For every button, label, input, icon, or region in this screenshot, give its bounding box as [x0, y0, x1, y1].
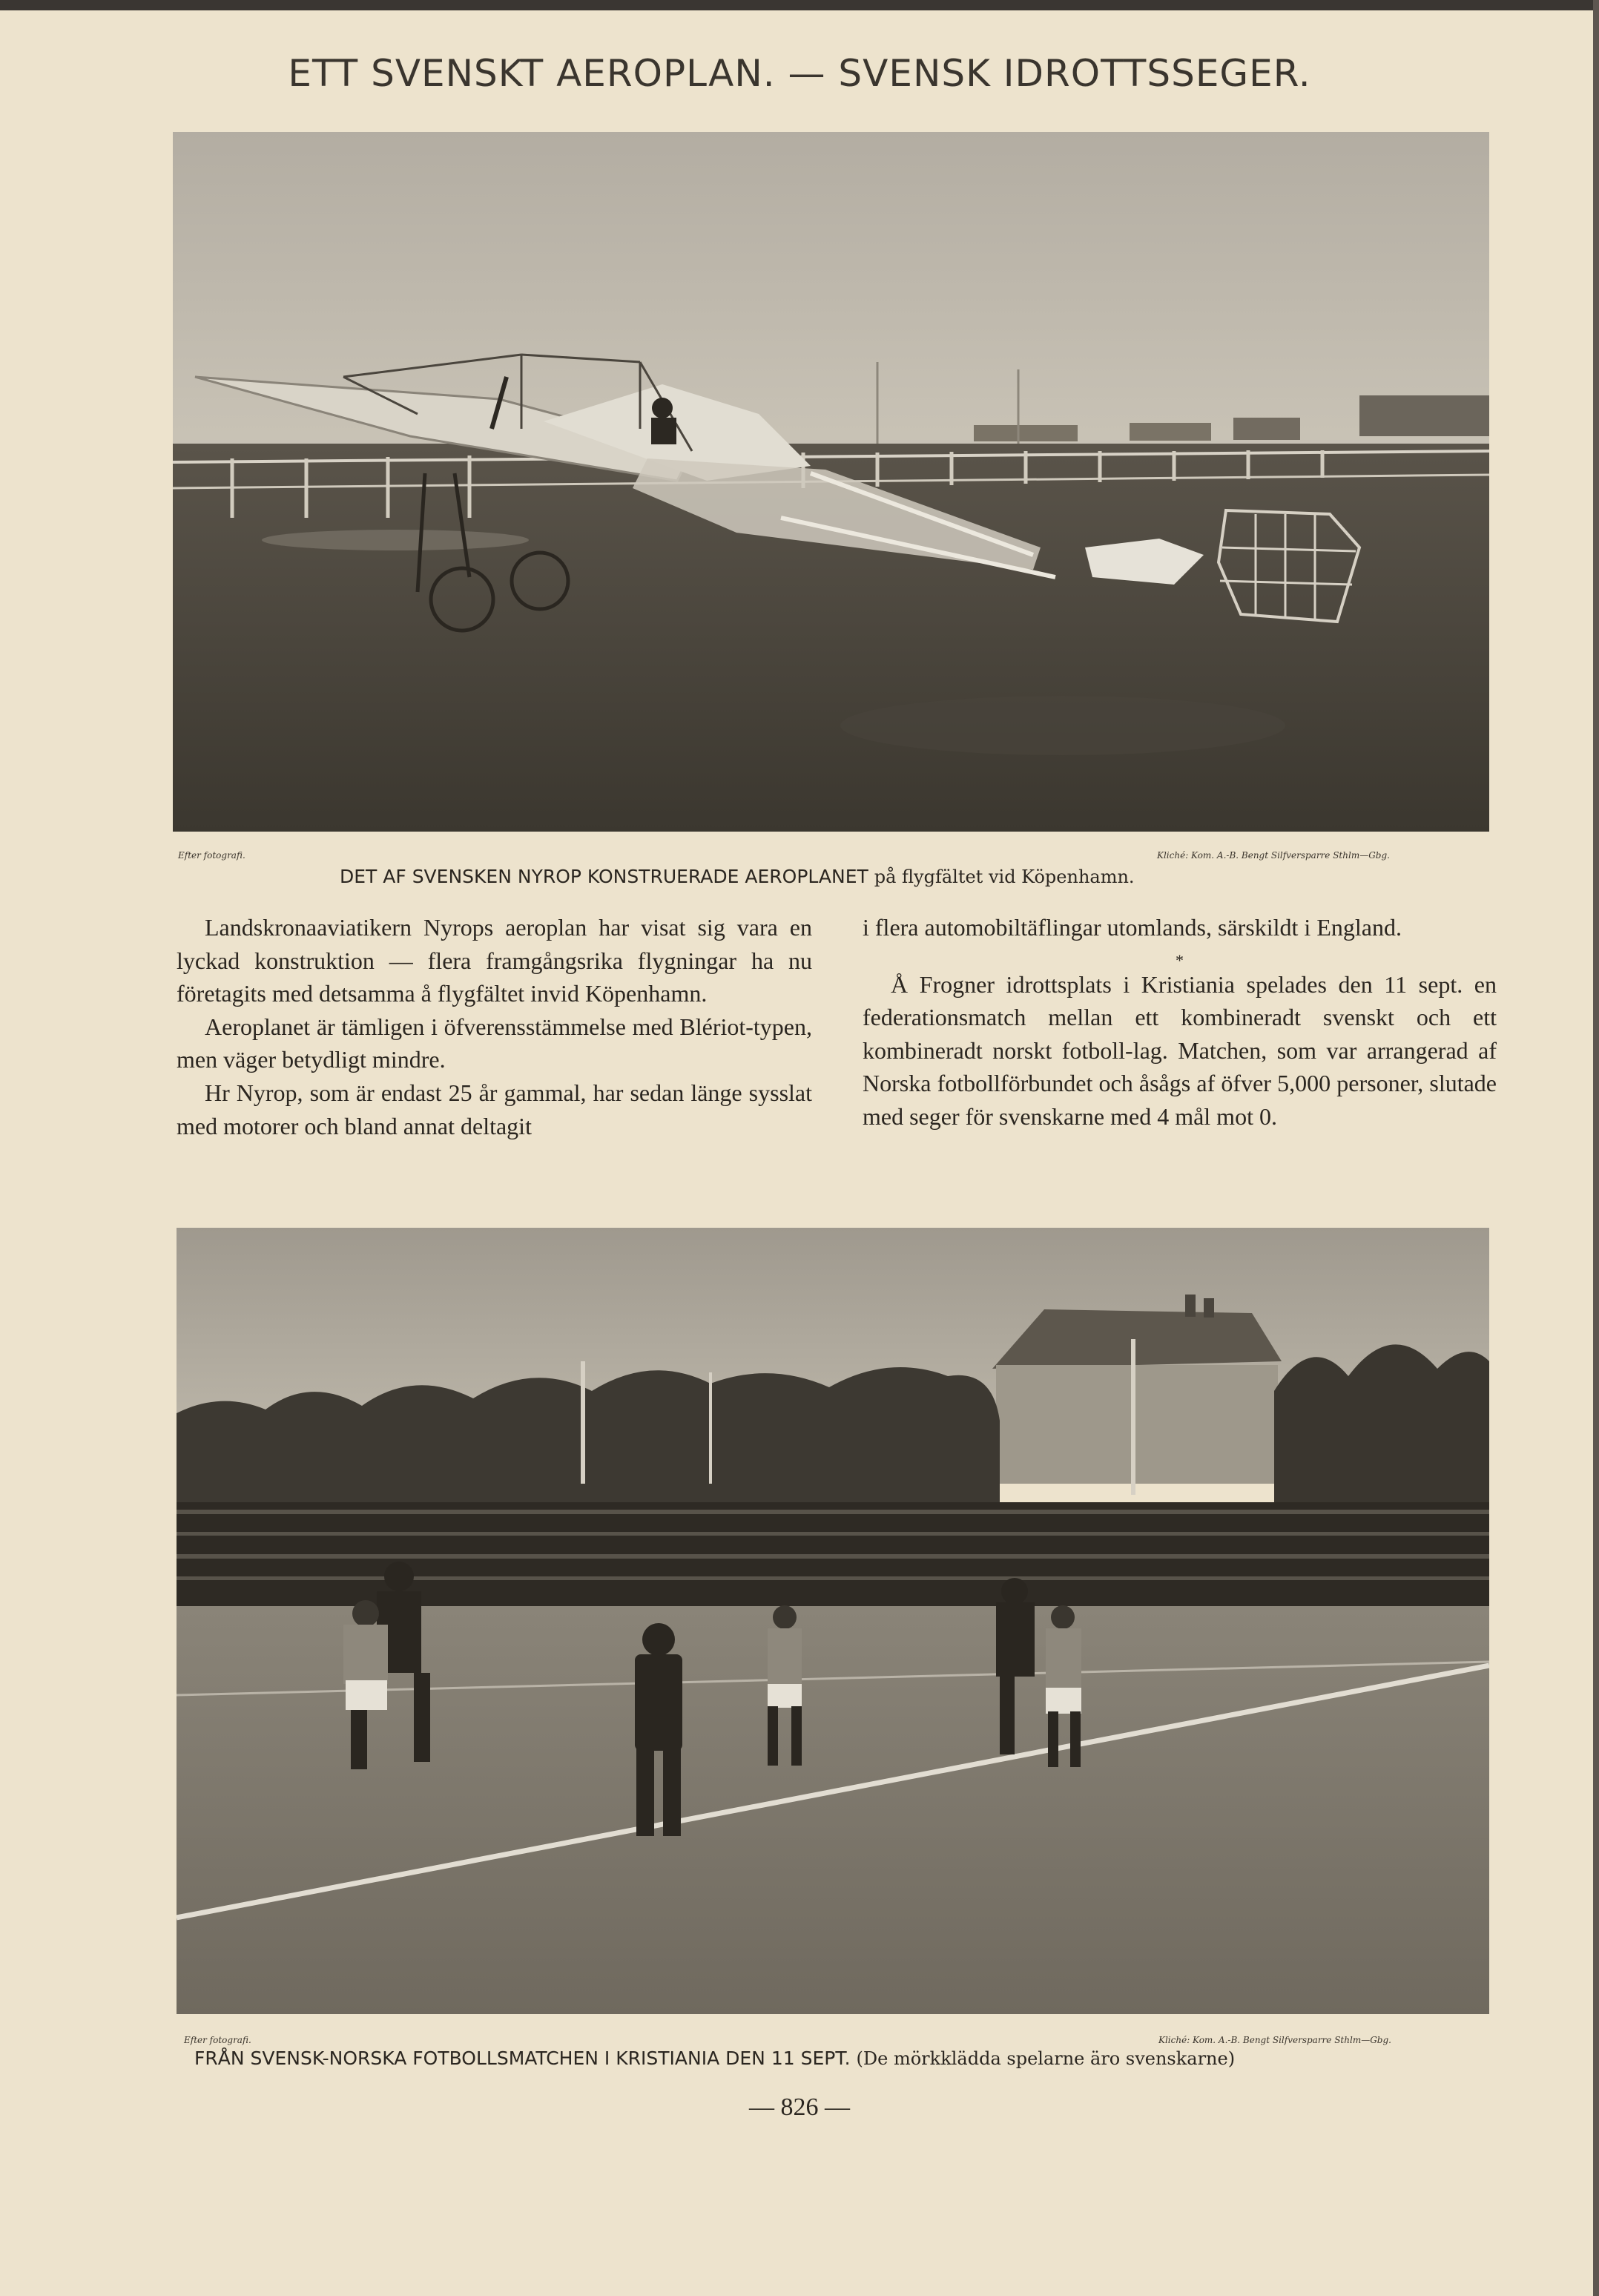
article-right-paragraph-2: Å Frogner idrottsplats i Kristiania spelades den 11 sept. en federationsmatch mellan ett kombineradt svenskt och ett kombineradt norskt fotboll-lag. Matchen, som var arrangerad af Norska fotbollförbundet och åsågs af öfver 5,000 personer, slutade med seger för svenskarne med 4 mål mot 0.: [863, 970, 1497, 1130]
football-match-photo: [177, 1228, 1489, 2014]
article-left-paragraph-1: Landskronaaviatikern Nyrops aeroplan har visat sig vara en lyckad konstruktion — flera framgångsrika flygningar ha nu företagits med detsamma å flygfältet invid Köpenhamn.: [177, 914, 812, 1007]
aeroplane-photo: [173, 132, 1489, 832]
article-right-column: [863, 911, 1497, 1134]
page-edge-right: [1593, 0, 1599, 2296]
photo1-credit-right: Kliché: Kom. A.-B. Bengt Silfversparre Sthlm—Gbg.: [1157, 850, 1390, 861]
photo1-caption-main: DET AF SVENSKEN NYROP KONSTRUERADE AEROPLANET: [340, 866, 868, 887]
page-headline: ETT SVENSKT AEROPLAN. — SVENSK IDROTTSSEGER.: [288, 52, 1311, 95]
photo2-credit-left: Efter fotografi.: [184, 2035, 251, 2045]
article-left-column: [177, 911, 812, 1142]
article-right-paragraph-1: i flera automobiltäflingar utomlands, särskildt i England.: [863, 914, 1402, 941]
photo1-caption-tail: på flygfältet vid Köpenhamn.: [874, 866, 1135, 887]
photo2-credit-right: Kliché: Kom. A.-B. Bengt Silfversparre Sthlm—Gbg.: [1158, 2035, 1391, 2045]
photo2-caption-main: FRÅN SVENSK-NORSKA FOTBOLLSMATCHEN I KRISTIANIA DEN 11 SEPT.: [194, 2047, 851, 2069]
photo1-caption: [340, 866, 1135, 887]
photo1-credit-left: Efter fotografi.: [178, 850, 245, 861]
photo2-caption-tail: (De mörkklädda spelarne äro svenskarne): [856, 2048, 1236, 2069]
photo2-caption: [194, 2047, 1235, 2069]
page-edge-top: [0, 0, 1599, 10]
article-separator: *: [1176, 950, 1184, 970]
article-left-paragraph-2: Aeroplanet är tämligen i öfverensstämmelse med Blériot-typen, men väger betydligt mindre.: [177, 1013, 812, 1073]
article-left-paragraph-3: Hr Nyrop, som är endast 25 år gammal, har sedan länge sysslat med motorer och bland annat deltagit: [177, 1079, 812, 1139]
page-number: — 826 —: [749, 2093, 850, 2121]
